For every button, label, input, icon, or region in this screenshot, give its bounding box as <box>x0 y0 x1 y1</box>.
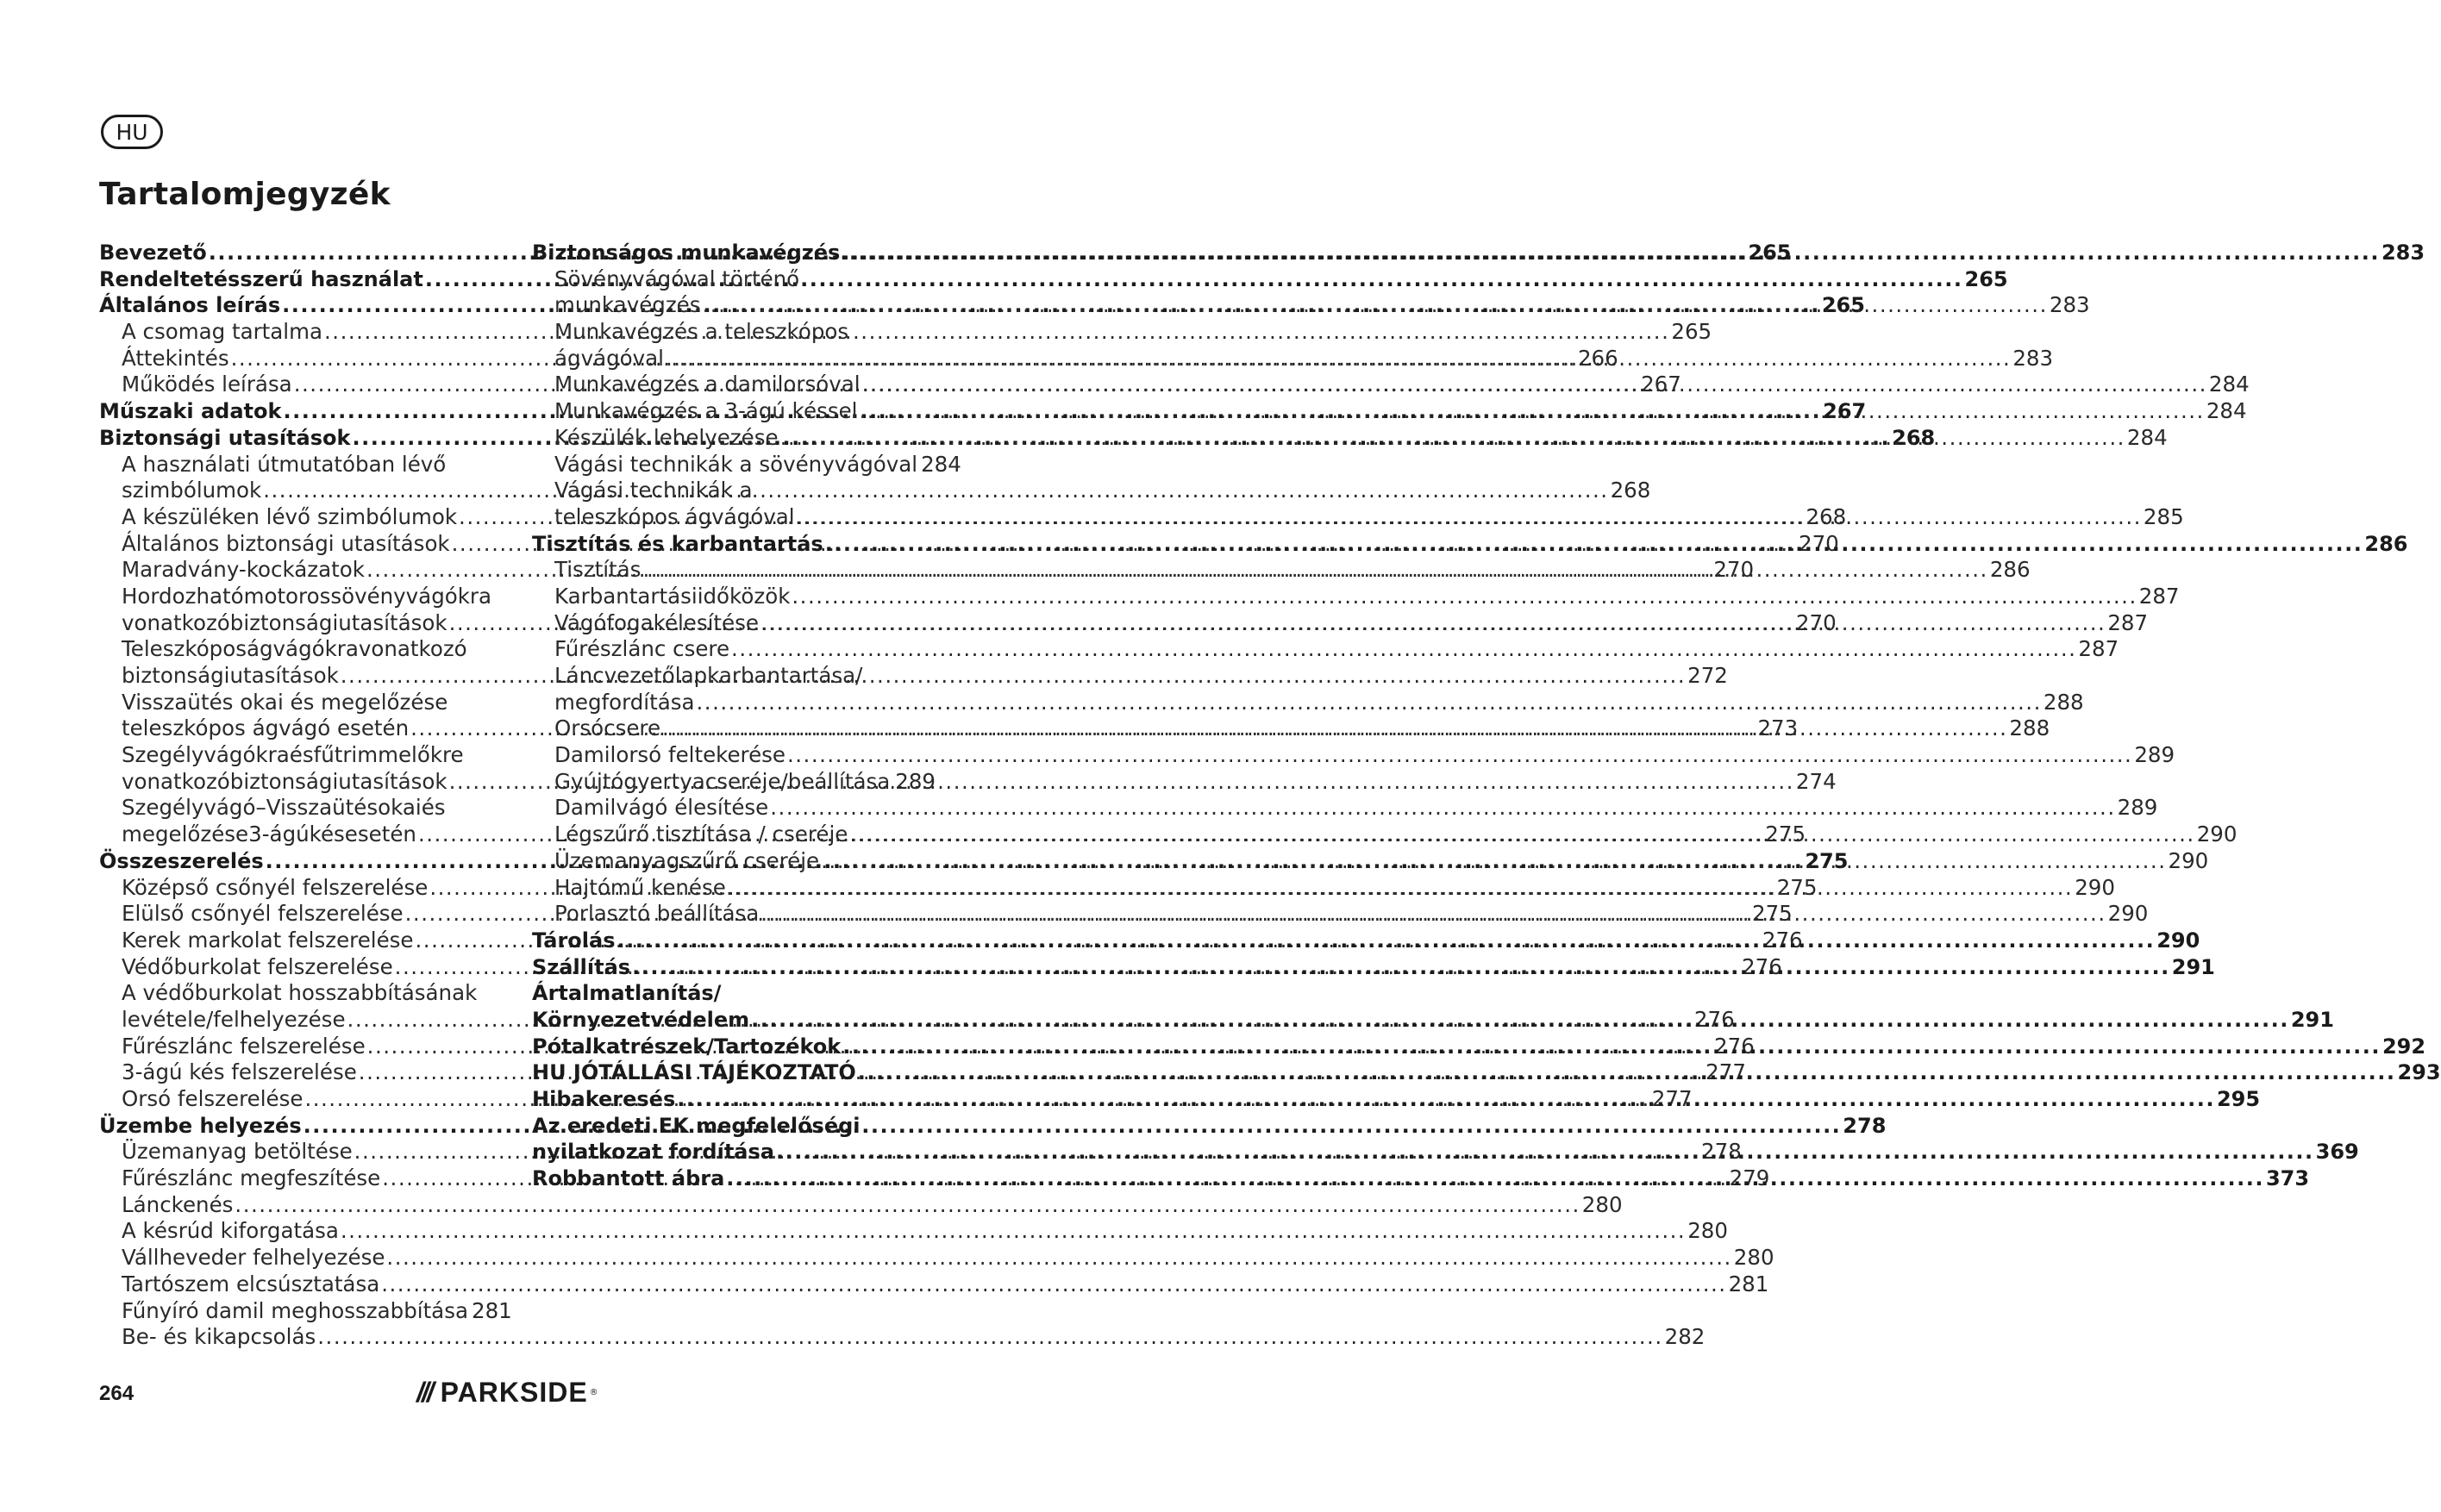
toc-entry-page: 290 <box>2168 847 2209 873</box>
toc-entry <box>532 319 936 346</box>
toc-entry-page: 268 <box>1806 503 1847 529</box>
toc-entry-title: Vállheveder felhelyezése <box>122 1245 385 1271</box>
toc-entry-page: 284 <box>2126 424 2168 450</box>
toc-entry <box>99 1245 1774 1271</box>
toc-entry-page: 373 <box>2265 1166 2310 1191</box>
toc-entry-page: 270 <box>1795 609 1837 635</box>
toc-entry-page: 270 <box>1798 530 1839 556</box>
toc-entry-title: Biztonsági utasítások <box>99 425 351 450</box>
toc-entry-title: vonatkozóbiztonságiutasítások <box>122 609 448 635</box>
toc-entry-page: 276 <box>1762 927 1803 953</box>
toc-entry-page: 293 <box>2397 1060 2441 1085</box>
toc-entry <box>99 584 504 610</box>
toc-entry-page: 292 <box>2382 1034 2426 1059</box>
toc-entry-title: Gyújtógyertyacseréje/beállítása <box>554 768 891 794</box>
toc-entry <box>532 663 936 690</box>
toc-entry-title: Kerek markolat felszerelése <box>122 927 414 953</box>
toc-entry-title: ágvágóval <box>554 345 664 371</box>
dot-leader <box>770 795 2115 822</box>
toc-entry-title: Fűnyíró damil meghosszabbítása <box>122 1297 468 1323</box>
toc-entry-title: Biztonságos munkavégzés <box>532 241 841 265</box>
toc-entry-title: Szállítás <box>532 954 631 979</box>
toc-entry <box>99 980 504 1007</box>
toc-entry <box>532 980 936 1007</box>
toc-entry-title: Robbantott ábra <box>532 1166 725 1191</box>
toc-entry-page: 283 <box>2381 241 2425 265</box>
toc-entry-title: Középső csőnyél felszerelése <box>122 874 429 900</box>
toc-entry-page: 274 <box>1795 768 1837 794</box>
toc-entry <box>99 742 504 769</box>
toc-entry-title: Visszaütés okai és megelőzése <box>122 689 448 715</box>
toc-entry-title: Maradvány-kockázatok <box>122 557 365 583</box>
toc-entry-title: Pótalkatrészek/Tartozékok <box>532 1034 842 1059</box>
dot-leader <box>728 875 2073 902</box>
toc-entry-title: Karbantartásiidőközök <box>554 583 791 609</box>
toc-entry-page: 289 <box>2117 795 2158 821</box>
toc-entry <box>532 769 936 796</box>
toc-entry-title: vonatkozóbiztonságiutasítások <box>122 768 448 794</box>
toc-entry-title: Készülék lehelyezése <box>554 424 779 450</box>
toc-entry-page: 268 <box>1610 478 1651 503</box>
toc-entry-title: Vágófogakélesítése <box>554 609 759 635</box>
toc-entry-page: 290 <box>2107 901 2149 927</box>
toc-entry-title: Általános leírás <box>99 293 281 318</box>
toc-entry-page: 265 <box>1671 319 1712 345</box>
dot-leader <box>842 240 2380 266</box>
toc-entry-page: 283 <box>2049 292 2090 318</box>
dot-leader <box>386 1245 1731 1271</box>
toc-entry-title: Damilvágó élesítése <box>554 795 769 821</box>
brand-name: PARKSIDE <box>440 1377 588 1408</box>
toc-entry-page: 290 <box>2156 928 2200 953</box>
toc-entry <box>99 636 504 663</box>
toc-entry-title: Vágási technikák a sövényvágóval <box>554 451 918 477</box>
toc-entry-page: 369 <box>2315 1140 2359 1165</box>
dot-leader <box>662 715 2007 742</box>
toc-entry-title: Szegélyvágókraésfűtrimmelőkre <box>122 742 464 768</box>
toc-entry-title: A csomag tartalma <box>122 319 322 345</box>
toc-entry-page: 265 <box>1748 241 1792 265</box>
dot-leader <box>341 1218 1686 1245</box>
toc-entry <box>532 795 2158 822</box>
dot-leader <box>792 584 2137 610</box>
toc-entry-title: Fűrészlánc felszerelése <box>122 1033 366 1059</box>
dot-leader <box>859 398 2204 425</box>
toc-entry-title: Hajtómű kenése <box>554 874 726 900</box>
toc-entry-title: Bevezető <box>99 241 207 265</box>
toc-entry-title: Hibakeresés <box>532 1087 676 1111</box>
dot-leader <box>780 425 2125 452</box>
dot-leader <box>776 1139 2314 1165</box>
toc-entry-page: 273 <box>1757 715 1799 741</box>
toc-entry-title: HU JÓTÁLLÁSI TÁJÉKOZTATÓ <box>532 1060 856 1085</box>
dot-leader <box>677 1086 2215 1113</box>
toc-entry-title: Fűrészlánc csere <box>554 636 730 662</box>
toc-entry-page: 267 <box>1823 399 1867 424</box>
toc-entry-title: biztonságiutasítások <box>122 663 339 688</box>
toc-entry <box>532 689 2084 716</box>
toc-entry <box>532 266 936 293</box>
dot-leader <box>862 372 2207 398</box>
toc-entry-page: 288 <box>2043 689 2084 715</box>
toc-entry-title: Összeszerelés <box>99 848 264 873</box>
toc-entry-title: Hordozhatómotorossövényvágókra <box>122 583 492 609</box>
toc-entry-page: 287 <box>2078 636 2119 662</box>
toc-entry-page: 265 <box>1821 293 1865 318</box>
toc-entry <box>99 1324 1706 1351</box>
toc-entry-title: Műszaki adatok <box>99 399 282 424</box>
toc-entry <box>99 1297 512 1325</box>
toc-entry-page: 276 <box>1714 1033 1755 1059</box>
toc-entry-page: 275 <box>1765 822 1806 847</box>
toc-entry-title: megfordítása <box>554 689 695 715</box>
dot-leader <box>726 1165 2264 1192</box>
toc-entry-page: 265 <box>1964 266 2008 291</box>
toc-entry-title: Be- és kikapcsolás <box>122 1324 316 1350</box>
toc-entry-page: 276 <box>1742 953 1782 979</box>
toc-entry <box>532 742 2175 769</box>
toc-entry-page: 277 <box>1651 1086 1693 1111</box>
toc-entry-page: 284 <box>921 451 961 477</box>
dot-leader <box>697 690 2042 716</box>
toc-entry-title: levétele/felhelyezése <box>122 1006 346 1032</box>
toc-entry-title: Üzembe helyezés <box>99 1113 302 1138</box>
toc-entry-title: Munkavégzés a teleszkópos <box>554 319 849 345</box>
toc-entry-page: 267 <box>1641 372 1681 397</box>
registered-mark: ® <box>589 1388 598 1397</box>
toc-entry-page: 280 <box>1687 1218 1728 1244</box>
toc-entry-page: 291 <box>2171 954 2215 979</box>
toc-entry-title: Tisztítás <box>554 557 642 583</box>
toc-entry-title: Védőburkolat felszerelése <box>122 953 393 979</box>
toc-entry-title: Légszűrő tisztítása / cseréje <box>554 822 848 847</box>
toc-entry <box>99 1271 1769 1298</box>
toc-entry-title: Munkavégzés a damilorsóval <box>554 372 861 397</box>
toc-entry-title: Tárolás <box>532 928 616 953</box>
dot-leader <box>642 557 1987 584</box>
toc-entry-page: 270 <box>1713 557 1755 583</box>
toc-entry-page: 278 <box>1843 1113 1887 1138</box>
dot-leader <box>731 636 2076 663</box>
dot-leader <box>703 292 2048 319</box>
toc-entry-title: Vágási technikák a <box>554 478 753 503</box>
toc-entry-page: 280 <box>1733 1245 1774 1271</box>
toc-entry-page: 279 <box>1729 1165 1770 1191</box>
toc-entry <box>99 452 504 478</box>
language-badge: HU <box>101 115 163 149</box>
dot-leader <box>666 346 2011 372</box>
toc-entry <box>99 690 504 716</box>
toc-entry <box>532 451 961 478</box>
toc-entry-page: 291 <box>2290 1007 2334 1032</box>
toc-entry <box>99 795 504 822</box>
toc-entry-page: 278 <box>1701 1139 1742 1165</box>
toc-entry-title: Munkavégzés a 3-ágú késsel <box>554 398 858 424</box>
dot-leader <box>381 1271 1726 1298</box>
toc-entry-page: 275 <box>1776 874 1818 900</box>
toc-entry-page: 268 <box>1892 425 1936 450</box>
toc-entry-page: 286 <box>2364 531 2408 556</box>
dot-leader <box>760 610 2106 637</box>
dot-leader <box>235 1192 1580 1219</box>
toc-entry-title: szimbólumok <box>122 478 262 503</box>
toc-entry-title: Ártalmatlanítás/ <box>532 981 722 1006</box>
toc-entry-page: 289 <box>2134 742 2175 768</box>
dot-leader <box>892 769 893 796</box>
toc-entry-title: Láncvezetőlapkarbantartása/ <box>554 663 863 688</box>
toc-entry-page: 275 <box>1805 848 1849 873</box>
toc-entry-title: megelőzése3-ágúkésesetén <box>122 822 416 847</box>
dot-leader <box>825 531 2363 558</box>
toc-entry-page: 285 <box>2143 503 2184 529</box>
dot-leader <box>617 928 2156 954</box>
toc-entry-title: Üzemanyagszűrő cseréje <box>554 847 820 873</box>
toc-entry-title: Az eredeti EK megfelelőségi <box>532 1113 861 1138</box>
toc-entry-title: A készüléken lévő szimbólumok <box>122 503 458 529</box>
toc-entry <box>99 1218 1728 1245</box>
toc-entry-title: Működés leírása <box>122 372 292 397</box>
toc-entry-page: 276 <box>1693 1006 1735 1032</box>
toc-entry-title: Szegélyvágó–Visszaütésokaiés <box>122 795 446 821</box>
toc-entry-title: Sövényvágóval történő <box>554 266 800 291</box>
toc-entry-title: Elülső csőnyél felszerelése <box>122 901 404 927</box>
page-number: 264 <box>99 1382 135 1405</box>
toc-entry-title: Áttekintés <box>122 345 229 371</box>
toc-entry-title: A használati útmutatóban lévő <box>122 451 447 477</box>
dot-leader <box>842 1034 2381 1060</box>
toc-entry-title: A védőburkolat hosszabbításának <box>122 980 478 1006</box>
toc-entry-title: teleszkópos ágvágóval <box>554 503 795 529</box>
parkside-logo <box>416 1377 598 1409</box>
toc-entry-title: teleszkópos ágvágó esetén <box>122 715 410 741</box>
toc-entry-page: 287 <box>2107 609 2149 635</box>
toc-entry-page: 275 <box>1751 901 1793 927</box>
toc-entry-title: Rendeltetésszerű használat <box>99 266 423 291</box>
toc-entry-title: Orsó felszerelése <box>122 1086 304 1111</box>
dot-leader <box>797 504 2142 531</box>
toc-entry-page: 266 <box>1577 345 1618 371</box>
dot-leader <box>632 954 2170 981</box>
toc-entry-page: 289 <box>895 768 936 794</box>
toc-entry-title: Fűrészlánc megfeszítése <box>122 1165 381 1191</box>
toc-entry-page: 290 <box>2075 874 2115 900</box>
toc-entry-title: nyilatkozat fordítása <box>532 1140 774 1165</box>
toc-entry-page: 277 <box>1706 1059 1746 1085</box>
dot-leader <box>324 319 1669 346</box>
toc-entry-page: 288 <box>2009 715 2050 741</box>
brand-mark: /// <box>416 1377 432 1408</box>
dot-leader <box>849 822 2194 848</box>
toc-entry-page: 272 <box>1687 663 1728 688</box>
toc-entry-page: 282 <box>1664 1324 1706 1350</box>
dot-leader <box>821 848 2166 875</box>
toc-entry-title: Tartószem elcsúsztatása <box>122 1271 380 1296</box>
toc-entry-title: munkavégzés <box>554 292 701 318</box>
toc-entry-page: 286 <box>1989 557 2031 583</box>
dot-leader <box>760 901 2106 928</box>
toc-entry-page: 295 <box>2216 1087 2261 1111</box>
toc-entry-title: Damilorsó feltekerése <box>554 742 786 768</box>
toc-entry-page: 280 <box>1581 1191 1623 1217</box>
toc-entry-title: Orsócsere <box>554 715 661 741</box>
dot-leader <box>787 742 2132 769</box>
toc-entry <box>532 583 2180 610</box>
toc-entry-title: Teleszkóposágvágókravonatkozó <box>122 636 467 662</box>
dot-leader <box>858 1059 2396 1086</box>
toc-entry <box>532 1113 936 1140</box>
toc-entry <box>532 636 2119 663</box>
page-title: Tartalomjegyzék <box>99 177 391 212</box>
toc-entry-page: 281 <box>471 1297 512 1323</box>
toc-entry-title: Tisztítás és karbantartás <box>532 531 823 556</box>
toc-entry-title: A késrúd kiforgatása <box>122 1218 339 1244</box>
toc-entry-title: 3-ágú kés felszerelése <box>122 1059 357 1085</box>
toc-entry-title: Porlasztó beállítása <box>554 901 760 927</box>
dot-leader <box>751 1007 2289 1034</box>
toc-entry-page: 290 <box>2196 822 2238 847</box>
toc-entry-title: Lánckenés <box>122 1191 234 1217</box>
toc-entry-title: Általános biztonsági utasítások <box>122 530 450 556</box>
toc-entry <box>99 1191 1623 1219</box>
toc-entry-title: Üzemanyag betöltése <box>122 1139 353 1165</box>
toc-entry-page: 281 <box>1728 1271 1769 1296</box>
toc-entry-page: 284 <box>2208 372 2250 397</box>
toc-entry <box>532 478 936 504</box>
toc-entry-page: 284 <box>2206 398 2247 424</box>
toc-entry-page: 287 <box>2138 583 2180 609</box>
dot-leader <box>317 1324 1662 1351</box>
toc-entry-title: Környezetvédelem <box>532 1007 750 1032</box>
dot-leader <box>263 478 1608 504</box>
toc-entry-page: 283 <box>2012 345 2054 371</box>
